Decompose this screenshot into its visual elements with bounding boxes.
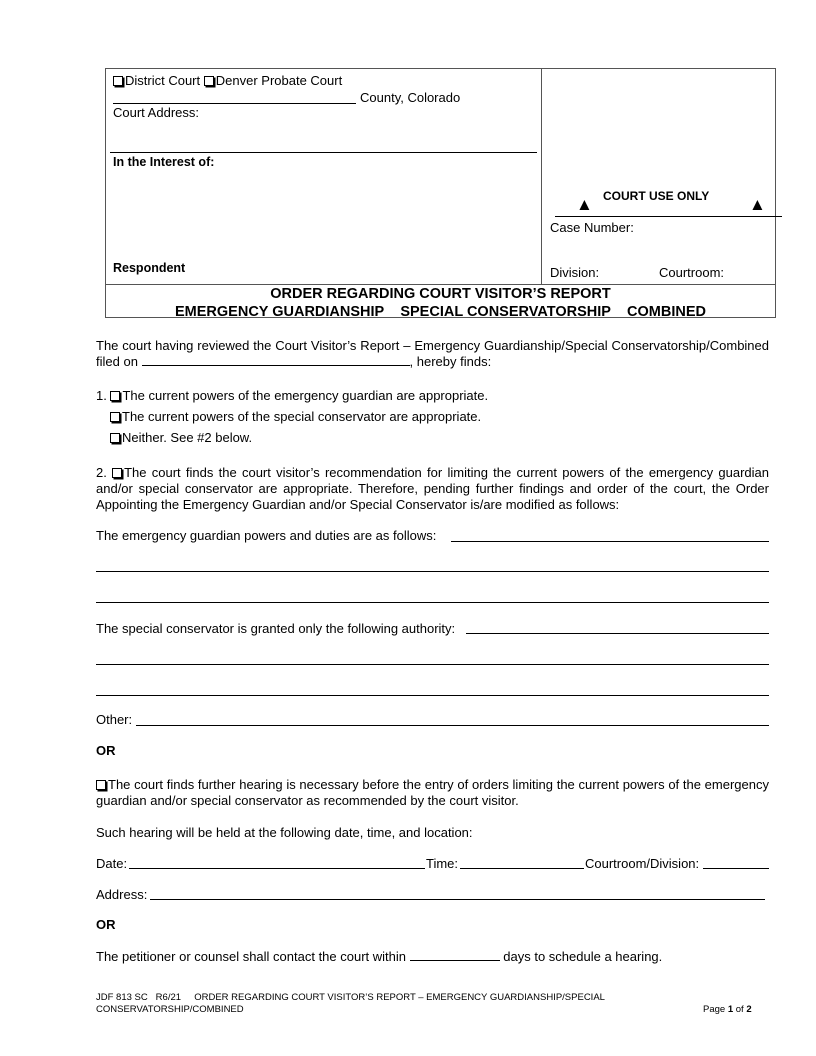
finding1-number: 1. xyxy=(96,388,107,403)
finding1-label-b: The current powers of the special conservator are appropriate. xyxy=(122,409,482,424)
division-label: Division: xyxy=(550,265,600,280)
footer-line-1 xyxy=(96,992,605,1003)
page-word: Page xyxy=(703,1004,726,1015)
contact-days-field[interactable] xyxy=(410,948,500,961)
triangle-right-icon: ▲ xyxy=(749,195,766,214)
court-selection xyxy=(113,73,342,88)
hearing-address-label: Address: xyxy=(96,887,148,902)
finding1-label-c: Neither. See #2 below. xyxy=(122,430,253,445)
guardian-powers-label: The emergency guardian powers and duties are as follows: xyxy=(96,528,437,543)
footer-form-id: JDF 813 SC xyxy=(96,992,148,1003)
court-address-label: Court Address: xyxy=(113,105,199,120)
conservator-authority-field-1[interactable] xyxy=(466,633,769,634)
hearing-time-field[interactable] xyxy=(460,868,584,869)
court-use-line xyxy=(555,216,782,217)
hearing-paragraph xyxy=(96,777,769,809)
probate-court-label: Denver Probate Court xyxy=(215,73,343,88)
hearing-courtroom-division-field[interactable] xyxy=(703,868,769,869)
page-of: of xyxy=(735,1004,744,1015)
guardian-powers-field-2[interactable] xyxy=(96,571,769,572)
page-title: ORDER REGARDING COURT VISITOR’S REPORT xyxy=(270,286,611,302)
county-label: County, Colorado xyxy=(360,90,461,105)
hearing-location-intro: Such hearing will be held at the following date, time, and location: xyxy=(96,825,473,840)
conservator-authority-label: The special conservator is granted only the following authority: xyxy=(96,621,456,636)
guardian-powers-field-1[interactable] xyxy=(451,541,769,542)
respondent-label: Respondent xyxy=(113,261,186,275)
finding2-number: 2. xyxy=(96,465,107,480)
contact-text-a: The petitioner or counsel shall contact the court within xyxy=(96,949,407,964)
finding2-paragraph xyxy=(96,465,769,513)
interest-of-label: In the Interest of: xyxy=(113,155,215,169)
finding1-option-a xyxy=(96,388,769,404)
finding2-checkbox[interactable] xyxy=(112,468,122,478)
subtitle-combined: COMBINED xyxy=(627,304,706,320)
footer-title-line1: ORDER REGARDING COURT VISITOR’S REPORT – EMERGENCY GUARDIANSHIP/SPECIAL xyxy=(194,992,605,1003)
probate-court-checkbox[interactable] xyxy=(204,76,214,86)
guardian-powers-field-3[interactable] xyxy=(96,602,769,603)
county-line[interactable] xyxy=(113,103,356,104)
or-separator-2: OR xyxy=(96,917,116,932)
page-current: 1 xyxy=(727,1004,734,1015)
finding1-checkbox-a[interactable] xyxy=(110,391,120,401)
finding1-label-a: The current powers of the emergency guardian are appropriate. xyxy=(122,388,489,403)
hearing-text: The court finds further hearing is necessary before the entry of orders limiting the current powers of the emergency guardian and/or special conservator as recommended by the court visitor. xyxy=(96,777,769,808)
or-separator-1: OR xyxy=(96,743,116,758)
hearing-date-field[interactable] xyxy=(129,868,425,869)
conservator-authority-field-3[interactable] xyxy=(96,695,769,696)
caption-divider-horizontal xyxy=(105,284,776,285)
courtroom-label: Courtroom: xyxy=(659,265,725,280)
intro-paragraph xyxy=(96,338,769,369)
court-address-line[interactable] xyxy=(110,152,537,153)
footer-title-line2: CONSERVATORSHIP/COMBINED xyxy=(96,1004,244,1015)
court-use-only-label: COURT USE ONLY xyxy=(603,189,710,203)
caption-divider-vertical xyxy=(541,68,542,284)
footer-revision: R6/21 xyxy=(155,992,182,1003)
page-total: 2 xyxy=(746,1004,752,1015)
triangle-left-icon: ▲ xyxy=(576,195,593,214)
district-court-checkbox[interactable] xyxy=(113,76,123,86)
other-field[interactable] xyxy=(136,725,769,726)
filed-on-date-field[interactable] xyxy=(142,353,410,366)
case-number-label: Case Number: xyxy=(550,220,634,235)
district-court-label: District Court xyxy=(125,73,201,88)
conservator-authority-field-2[interactable] xyxy=(96,664,769,665)
finding1-checkbox-c[interactable] xyxy=(110,433,120,443)
subtitle-guardianship: EMERGENCY GUARDIANSHIP xyxy=(175,304,385,320)
contact-line xyxy=(96,948,769,965)
page-subtitle xyxy=(105,304,776,320)
finding1-option-b xyxy=(110,409,783,425)
hearing-address-field[interactable] xyxy=(150,899,765,900)
hearing-checkbox[interactable] xyxy=(96,780,106,790)
subtitle-conservatorship: SPECIAL CONSERVATORSHIP xyxy=(400,304,611,320)
hearing-date-label: Date: xyxy=(96,856,128,871)
footer-page-number xyxy=(703,1004,752,1015)
finding1-option-c xyxy=(110,430,783,446)
finding1-checkbox-b[interactable] xyxy=(110,412,120,422)
contact-text-b: days to schedule a hearing. xyxy=(503,949,663,964)
intro-text: The court having reviewed the Court Visitor’s Report – Emergency Guardianship/Special Conservatorship/Combined filed on xyxy=(96,338,769,369)
other-label: Other: xyxy=(96,712,133,727)
intro-text-end: , hereby finds: xyxy=(409,354,492,369)
finding2-text: The court finds the court visitor’s recommendation for limiting the current powers of the emergency guardian and/or special conservator are appropriate. Therefore, pending further findings and order of the court, the Order Appointing the Emergency Guardian and/or Special Conservator is/are modified as follows: xyxy=(96,465,769,512)
hearing-time-label: Time: xyxy=(426,856,459,871)
hearing-courtroom-division-label: Courtroom/Division: xyxy=(585,856,700,871)
